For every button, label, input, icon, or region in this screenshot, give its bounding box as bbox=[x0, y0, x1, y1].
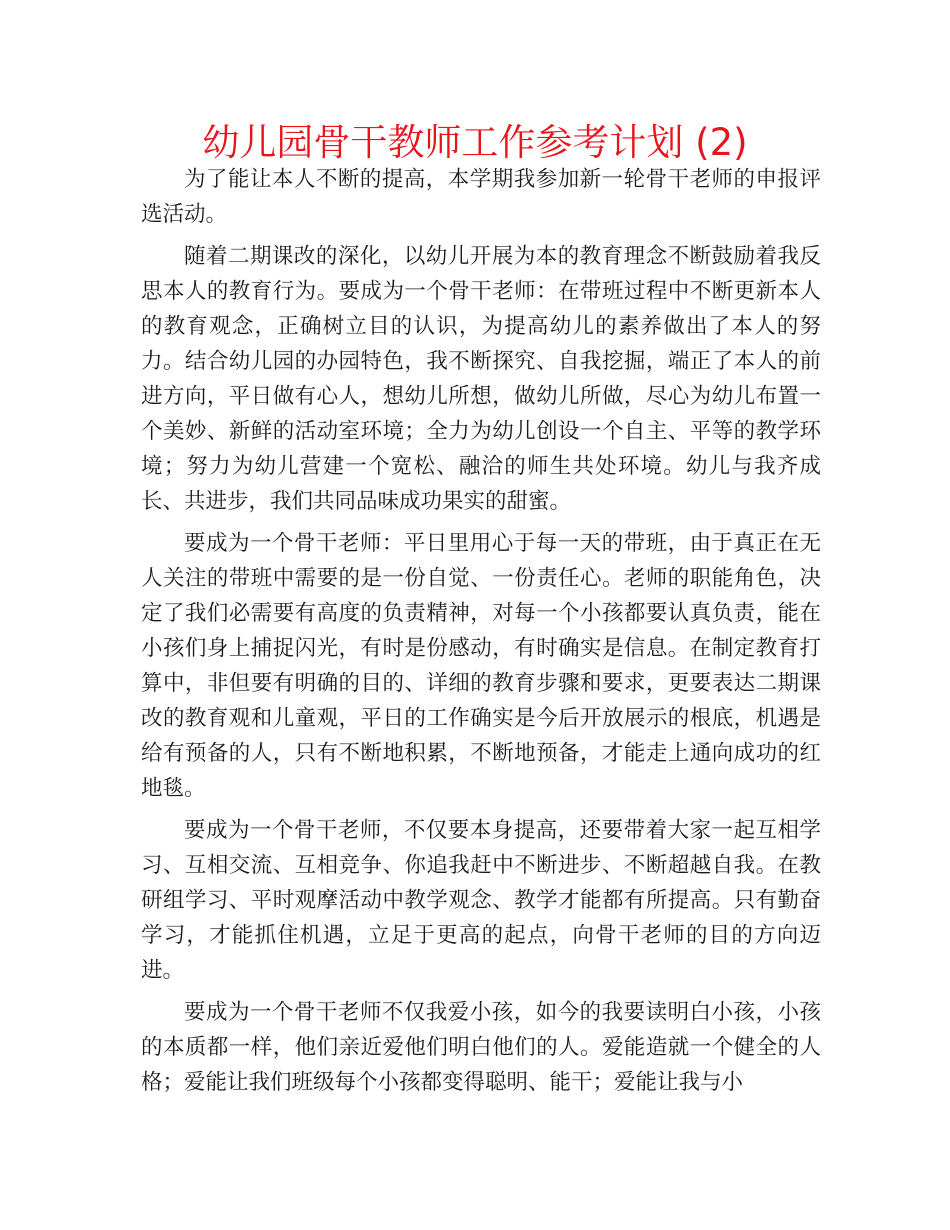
page-title: 幼儿园骨干教师工作参考计划 (2) bbox=[202, 121, 748, 164]
paragraph-3: 要成为一个骨干老师：平日里用心于每一天的带班，由于真正在无人关注的带班中需要的是一份自觉、一份责任心。老师的职能角色，决定了我们必需要有高度的负责精神，对每一个小孩都要认真负责，能在小孩们身上捕捉闪光，有时是份感动，有时确实是信息。在制定教育打算中，非但要有明确的目的、详细的教育步骤和要求，更要表达二期课改的教育观和儿童观，平日的工作确实是今后开放展示的根底，机遇是给有预备的人，只有不断地积累，不断地预备，才能走上通向成功的红地毯。 bbox=[141, 531, 821, 801]
paragraph-4: 要成为一个骨干老师，不仅要本身提高，还要带着大家一起互相学习、互相交流、互相竞争、你追我赶中不断进步、不断超越自我。在教研组学习、平时观摩活动中教学观念、教学才能都有所提高。只有勤奋学习，才能抓住机遇，立足于更高的起点，向骨干老师的目的方向迈进。 bbox=[141, 818, 821, 983]
paragraph-5: 要成为一个骨干老师不仅我爱小孩，如今的我要读明白小孩，小孩的本质都一样，他们亲近爱他们明白他们的人。爱能造就一个健全的人格；爱能让我们班级每个小孩都变得聪明、能干；爱能让我与小 bbox=[141, 1000, 821, 1095]
paragraph-2: 随着二期课改的深化，以幼儿开展为本的教育理念不断鼓励着我反思本人的教育行为。要成为一个骨干老师：在带班过程中不断更新本人的教育观念，正确树立目的认识，为提高幼儿的素养做出了本人的努力。结合幼儿园的办园特色，我不断探究、自我挖掘，端正了本人的前进方向，平日做有心人，想幼儿所想，做幼儿所做，尽心为幼儿布置一个美妙、新鲜的活动室环境；全力为幼儿创设一个自主、平等的教学环境；努力为幼儿营建一个宽松、融洽的师生共处环境。幼儿与我齐成长、共进步，我们共同品味成功果实的甜蜜。 bbox=[141, 244, 821, 514]
paragraph-1: 为了能让本人不断的提高，本学期我参加新一轮骨干老师的申报评选活动。 bbox=[141, 167, 821, 227]
document-body bbox=[141, 162, 821, 1107]
